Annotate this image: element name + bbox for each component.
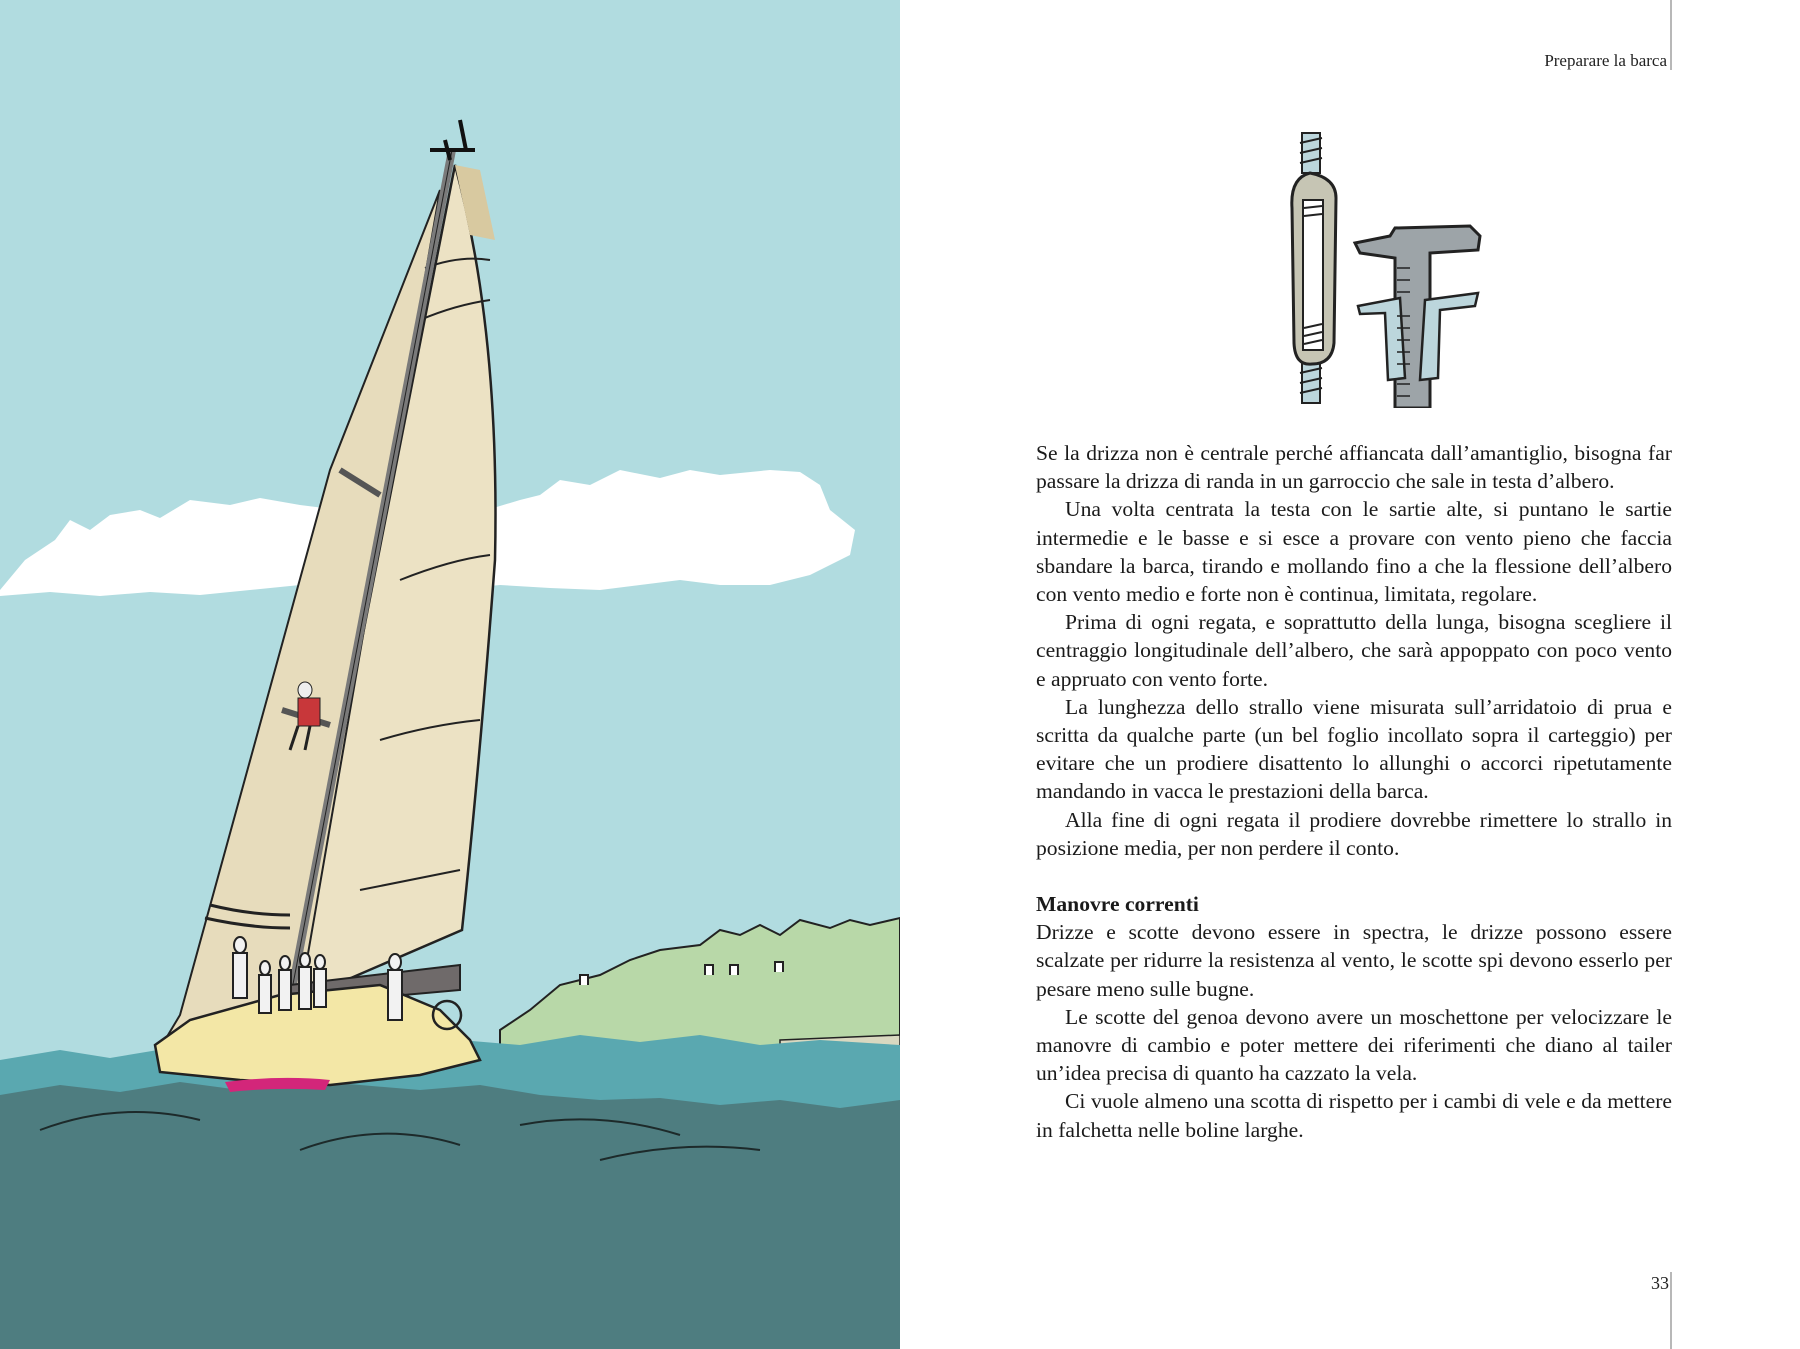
paragraph: Ci vuole almeno una scotta di rispetto per i cambi di vele e da mettere in falchetta nelle boline larghe.	[1036, 1089, 1672, 1142]
paragraph: Una volta centrata la testa con le sartie alte, si puntano le sartie intermedie e le basse e si esce a provare con vento pieno che faccia sbandare la barca, tirando e mollando fino a che la flessione dell’albero con vento medio e forte non è continua, limitata, regolare.	[1036, 497, 1672, 607]
paragraph: Drizze e scotte devono essere in spectra, le drizze possono essere scalzate per ridurre la resistenza al vento, le scotte spi devono esserlo per pesare meno sulle bugne.	[1036, 920, 1672, 1001]
paragraph: La lunghezza dello strallo viene misurata sull’arridatoio di prua e scritta da qualche parte (un bel foglio incollato sopra il carteggio) per evitare che un prodiere disattento lo allunghi o accorci ripetutamente mandando in vacca le prestazioni della barca.	[1036, 694, 1672, 804]
tools-drawing	[1270, 128, 1500, 408]
caliper-icon	[1355, 226, 1480, 408]
page-edge-rule-top	[1670, 0, 1672, 70]
turnbuckle-caliper-illustration	[1270, 128, 1500, 413]
paragraph: Prima di ogni regata, e soprattutto della lunga, bisogna scegliere il centraggio longitudinale dell’albero, che sarà appoppato con poco vento e appruato con vento forte.	[1036, 610, 1672, 691]
paragraph: Se la drizza non è centrale perché affiancata dall’amantiglio, bisogna far passare la drizza di randa in un garroccio che sale in testa d’albero.	[1036, 441, 1672, 494]
paragraph: Le scotte del genoa devono avere un moschettone per velocizzare le manovre di cambio e poter mettere dei riferimenti che diano al tailer un’idea precisa di quanto ha cazzato la vela.	[1036, 1004, 1672, 1086]
section-heading: Manovre correnti	[1036, 892, 1199, 917]
running-head: Preparare la barca	[1544, 51, 1667, 70]
paragraph: Alla fine di ogni regata il prodiere dovrebbe rimettere lo strallo in posizione media, per non perdere il conto.	[1036, 807, 1672, 860]
sea-dark	[0, 1080, 900, 1349]
page-edge-rule-bottom	[1670, 1272, 1672, 1349]
page-number: 33	[1651, 1273, 1669, 1293]
body-text	[1036, 439, 1672, 1144]
